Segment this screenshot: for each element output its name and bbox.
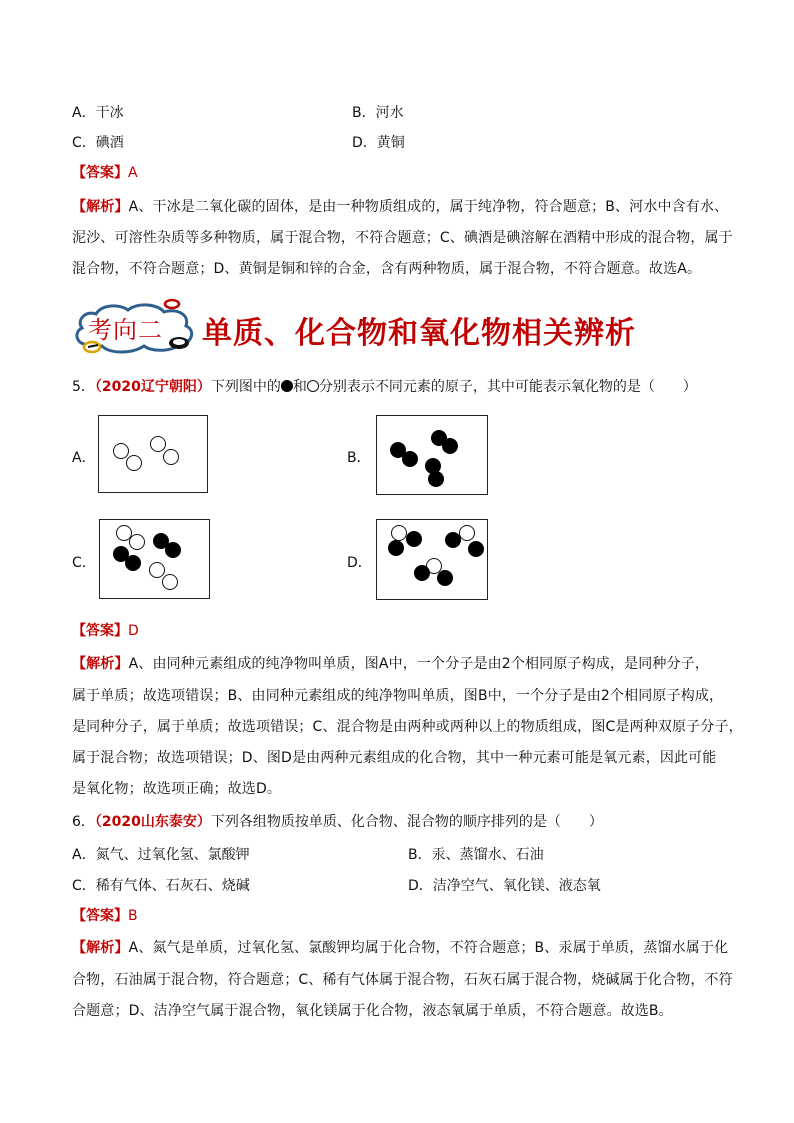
q6-analysis-line-2: 合物，石油属于混合物，符合题意；C、稀有气体属于混合物，石灰石属于混合物，烧碱属于化合物，不符 [72,972,733,988]
q5-stem-and: 和 [292,379,307,395]
q5-option-a-label: A． [72,450,96,466]
q5-diagram-b [376,415,488,495]
black-atom [402,451,418,467]
q5-analysis-line-3: 是同种分子，属于单质；故选项错误；C、混合物是由两种或两种以上的物质组成，图C是两种双原子分子， [72,719,743,735]
white-atom-icon [307,380,319,392]
q6-option-a: A．氮气、过氧化氢、氯酸钾 [72,847,250,863]
section-title: 单质、化合物和氧化物相关辨析 [202,316,636,351]
white-atom [391,525,407,541]
black-atom [165,542,181,558]
q4-analysis-line-3: 混合物，不符合题意；D、黄铜是铜和锌的合金，含有两种物质，属于混合物，不符合题意。故选A。 [72,261,702,277]
black-atom [428,471,444,487]
q5-analysis-line-1 [72,654,709,674]
q5-option-d-label: D． [347,555,372,571]
analysis-text: A、由同种元素组成的纯净物叫单质，图A中，一个分子是由2个相同原子构成，是同种分子， [128,656,709,672]
q6-option-c: C．稀有气体、石灰石、烧碱 [72,878,250,894]
black-atom-icon [281,380,293,392]
analysis-tag: 【解析】 [72,940,129,956]
q4-analysis-line-2: 泥沙、可溶性杂质等多种物质，属于混合物，不符合题意；C、碘酒是碘溶解在酒精中形成的混合物，属于 [72,230,733,246]
white-atom [129,534,145,550]
black-atom [442,438,458,454]
black-atom [406,531,422,547]
q6-option-b: B．汞、蒸馏水、石油 [408,847,544,863]
q6-analysis-line-3: 合题意；D、洁净空气属于混合物，氧化镁属于化合物，液态氧属于单质，不符合题意。故选B。 [72,1003,673,1019]
black-atom [437,570,453,586]
q6-option-d: D．洁净空气、氧化镁、液态氧 [408,878,601,894]
q5-analysis-line-4: 属于混合物；故选项错误；D、图D是由两种元素组成的化合物，其中一种元素可能是氧元素，因此可能 [72,750,717,766]
white-atom [149,562,165,578]
q5-source: （2020辽宁朝阳） [94,379,211,395]
q5-number: 5． [72,379,95,395]
q6-answer [72,906,138,926]
q5-analysis-line-2: 属于单质；故选项错误；B、由同种元素组成的纯净物叫单质，图B中，一个分子是由2个相同原子构成， [72,688,724,704]
white-atom [113,443,129,459]
q4-option-d: D．黄铜 [352,135,405,151]
black-atom [388,540,404,556]
answer-tag: 【答案】 [72,623,128,639]
analysis-tag: 【解析】 [72,656,129,672]
q4-option-c: C．碘酒 [72,135,124,151]
q4-answer [72,163,138,183]
q4-option-b: B．河水 [352,105,404,121]
q5-analysis-line-5: 是氧化物；故选项正确；故选D。 [72,781,282,797]
q6-stem [72,812,603,832]
white-atom [162,574,178,590]
q5-option-b-label: B． [347,450,371,466]
q5-answer [72,621,139,641]
q5-diagram-d [376,519,488,600]
q6-stem-text: 下列各组物质按单质、化合物、混合物的顺序排列的是（ ） [210,814,603,830]
black-atom [125,555,141,571]
black-atom [414,565,430,581]
q5-stem-after: 分别表示不同元素的原子，其中可能表示氧化物的是（ ） [318,379,697,395]
q5-diagram-c [99,519,210,599]
q6-source: （2020山东泰安） [94,814,211,830]
analysis-text: A、干冰是二氧化碳的固体，是由一种物质组成的，属于纯净物，符合题意；B、河水中含有水、 [128,199,729,215]
answer-tag: 【答案】 [72,908,128,924]
q5-option-c-label: C． [72,555,96,571]
section-badge-label: 考向二 [88,316,163,344]
answer-tag: 【答案】 [72,165,128,181]
q4-analysis-line-1 [72,197,728,217]
answer-value: D [128,623,139,639]
white-atom [459,525,475,541]
black-atom [468,541,484,557]
white-atom [126,455,142,471]
q6-number: 6． [72,814,95,830]
section-badge [72,298,200,358]
analysis-tag: 【解析】 [72,199,129,215]
answer-value: A [128,165,138,181]
q5-diagram-a [98,415,208,493]
analysis-text: A、氮气是单质，过氧化氢、氯酸钾均属于化合物，不符合题意；B、汞属于单质，蒸馏水属于化 [128,940,729,956]
q6-analysis-line-1 [72,938,728,958]
white-atom [150,436,166,452]
answer-value: B [128,908,138,924]
black-atom [445,532,461,548]
q5-stem [72,377,697,397]
q5-stem-before: 下列图中的 [210,379,281,395]
q4-option-a: A．干冰 [72,105,124,121]
white-atom [163,449,179,465]
